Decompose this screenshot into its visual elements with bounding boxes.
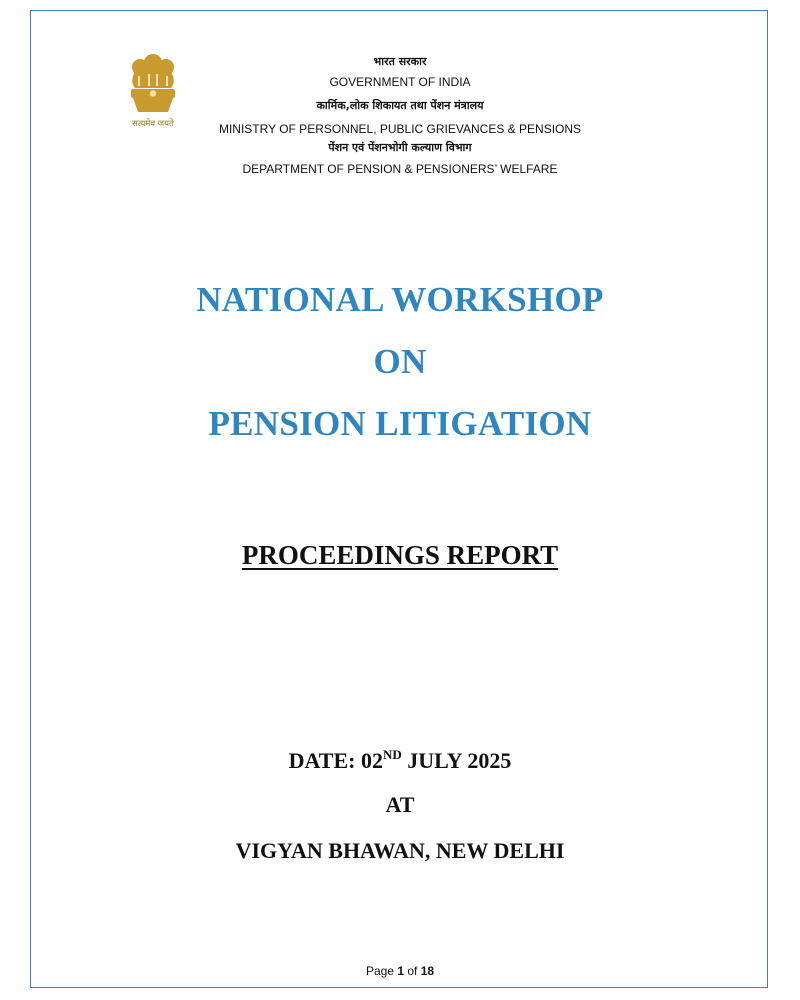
header-hindi-government: भारत सरकार [373,55,427,68]
footer-current-page: 1 [397,964,404,978]
event-at: AT [385,792,415,817]
header-government: GOVERNMENT OF INDIA [329,75,471,89]
header-hindi-ministry: कार्मिक,लोक शिकायत तथा पेंशन मंत्रालय [316,99,484,112]
emblem-motto: सत्यमेव जयते [132,119,174,129]
page-footer [200,964,600,978]
event-date-ordinal: ND [382,747,402,762]
header-hindi-department: पेंशन एवं पेंशनभोगी कल्याण विभाग [328,141,472,154]
event-date-suffix: JULY 2025 [401,748,512,773]
footer-total-pages: 18 [420,964,435,978]
event-date [100,748,700,774]
title-line-3: PENSION LITIGATION [208,404,592,443]
header-ministry: MINISTRY OF PERSONNEL, PUBLIC GRIEVANCES & PENSIONS [218,122,582,136]
footer-of-word: of [407,964,418,978]
title-line-1: NATIONAL WORKSHOP [196,280,604,319]
report-type-text: PROCEEDINGS REPORT [241,540,559,570]
event-date-prefix: DATE: 02 [288,748,383,773]
footer-page-word: Page [365,964,394,978]
report-type-heading [100,540,700,571]
title-line-2: ON [373,342,427,381]
header-department: DEPARTMENT OF PENSION & PENSIONERS’ WELFARE [242,162,558,176]
event-venue: VIGYAN BHAWAN, NEW DELHI [235,838,565,863]
national-emblem-icon [118,52,188,132]
